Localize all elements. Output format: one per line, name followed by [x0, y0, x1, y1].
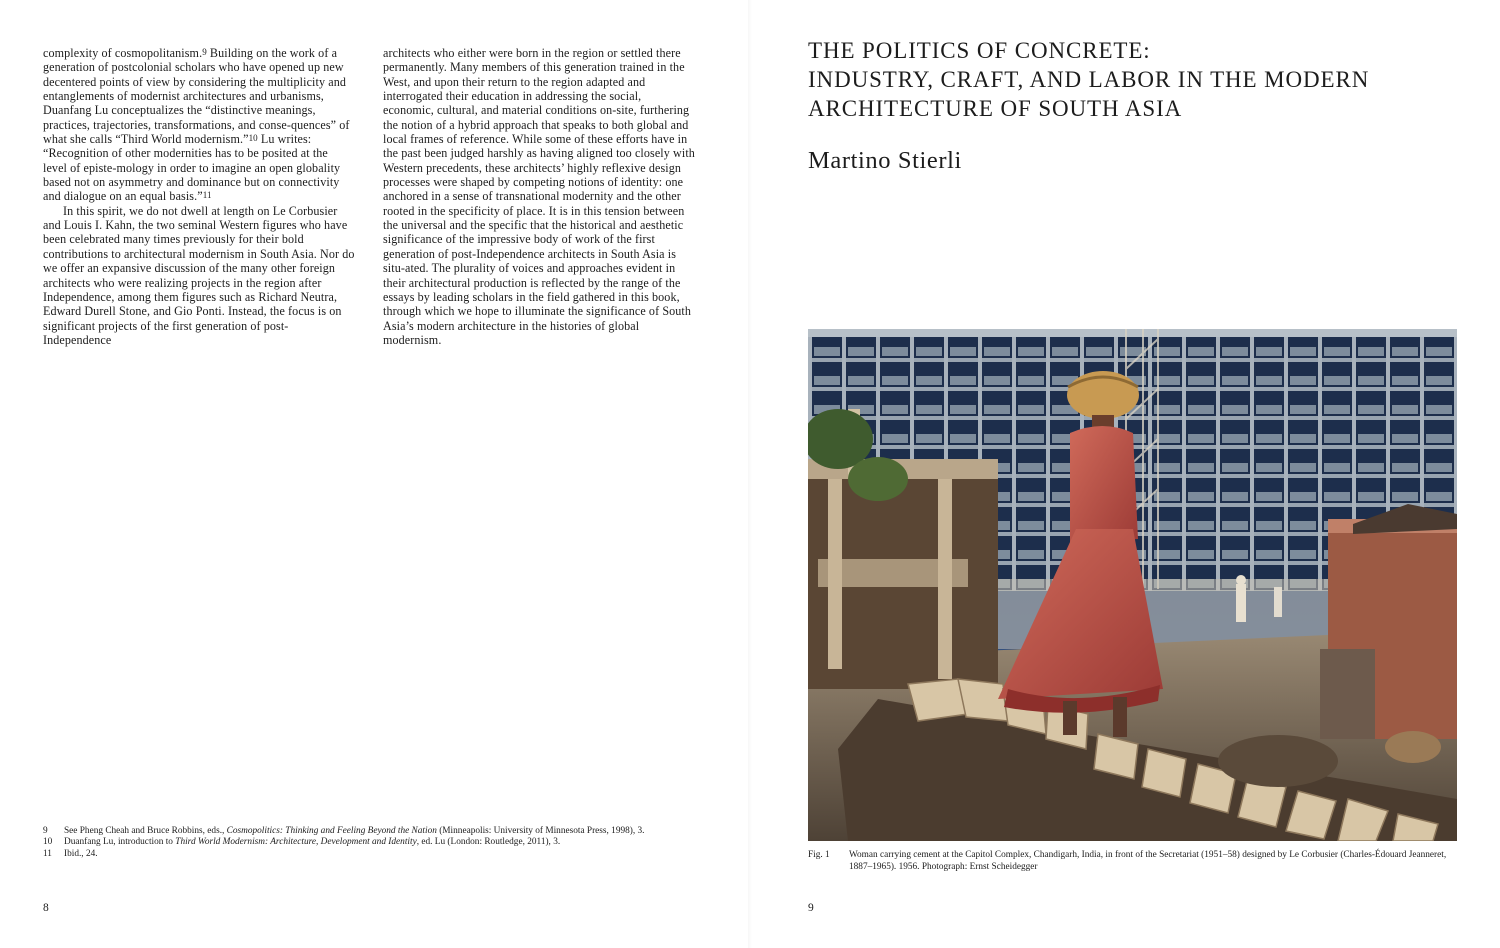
footnote-number: 9	[43, 826, 48, 836]
footnote-number: 11	[43, 848, 52, 859]
footnote-ref-9[interactable]: 9	[202, 47, 207, 57]
footnote-text-pre: See Pheng Cheah and Bruce Robbins, eds.,	[64, 826, 227, 836]
chapter-title-line-1: THE POLITICS OF CONCRETE:	[808, 38, 1151, 63]
body-column-1	[43, 46, 355, 347]
footnote-ref-11[interactable]: 11	[202, 190, 212, 201]
paragraph-1-text-b: Building on the work of a generation of postcolonial scholars who have opened up new decentered points of view by considering the multiplicity and entanglements of modernist architectures and urbanisms, Duanfang Lu conceptualizes the “distinctive meanings, practices, trajectories, transformations, and conse-quences” of what she calls “Third World modernism.”	[43, 46, 350, 147]
spine-gutter	[748, 0, 752, 948]
footnote-title-italic: Cosmopolitics: Thinking and Feeling Beyond the Nation	[226, 826, 437, 836]
footnote-10	[43, 837, 733, 848]
footnote-text	[64, 826, 733, 837]
figure-caption	[808, 850, 1458, 873]
paragraph-3: architects who either were born in the region or settled there permanently. Many members of this generation trained in the West, and upon their return to the region adapted and interrogated their education in addressing the social, economic, cultural, and material conditions on-site, furthering the notion of a hybrid approach that speaks to both global and local frames of reference. While some of these efforts have in the past been judged harshly as having aligned too closely with Western precedents, these architects’ highly reflexive design processes were shaped by competing notions of identity: one anchored in a sense of transnational modernity and the other rooted in the specificity of place. It is in this tension between the universal and the specific that the historical and aesthetic significance of the impressive body of work of the first generation of post-Independence architects in South Asia is situ-ated. The plurality of voices and approaches evident in their architectural production is reflected by the range of the essays by leading scholars in the field gathered in this book, through which we hope to illuminate the significance of South Asia’s modern architecture in the histories of global modernism.	[383, 46, 695, 347]
footnotes	[43, 826, 733, 860]
page-number-left: 8	[43, 902, 49, 914]
figure-label: Fig. 1	[808, 850, 830, 860]
footnote-11	[43, 849, 733, 860]
footnote-text	[64, 837, 733, 848]
paragraph-1-text-a: complexity of cosmopolitanism.	[43, 46, 203, 60]
figure-1-photograph	[808, 329, 1457, 841]
chapter-title-line-2: INDUSTRY, CRAFT, AND LABOR IN THE MODERN	[808, 67, 1370, 92]
author-name: Martino Stierli	[808, 147, 962, 174]
footnote-title-italic: Third World Modernism: Architecture, Development and Identity	[175, 837, 417, 848]
paragraph-1-text-c: Lu writes: “Recognition of other modernities has to be posited at the level of episte-mology in order to imagine an open globality based not on asymmetry and dominance but on connectivity and dialogue on an equal basis.”	[43, 132, 341, 204]
page-number-right: 9	[808, 902, 814, 914]
footnote-9	[43, 826, 733, 837]
chapter-title-line-3: ARCHITECTURE OF SOUTH ASIA	[808, 96, 1183, 121]
footnote-text-pre: Duanfang Lu, introduction to	[64, 837, 176, 848]
footnote-text-post: (Minneapolis: University of Minnesota Press, 1998), 3.	[436, 826, 645, 836]
photo-illustration	[808, 329, 1457, 841]
footnote-number: 10	[43, 837, 53, 848]
body-column-2	[383, 46, 695, 347]
footnote-text-post: , ed. Lu (London: Routledge, 2011), 3.	[416, 837, 561, 848]
figure-caption-text: Woman carrying cement at the Capitol Complex, Chandigarh, India, in front of the Secretariat (1951–58) designed by Le Corbusier (Charles-Édouard Jeanneret, 1887–1965). 1956. Photograph: Ernst Scheidegger	[849, 850, 1447, 872]
paragraph-2: In this spirit, we do not dwell at length on Le Corbusier and Louis I. Kahn, the two seminal Western figures who have been celebrated many times previously for their bold contributions to architectural modernism in South Asia. Nor do we offer an expansive discussion of the many other foreign architects who were realizing projects in the region after Independence, among them figures such as Richard Neutra, Edward Durell Stone, and Gio Ponti. Instead, the focus is on significant projects of the first generation of post-Independence	[43, 203, 355, 347]
footnote-ref-10[interactable]: 10	[248, 133, 258, 144]
footnote-text: Ibid., 24.	[64, 848, 98, 859]
chapter-title	[808, 36, 1478, 123]
paragraph-1	[43, 46, 355, 204]
